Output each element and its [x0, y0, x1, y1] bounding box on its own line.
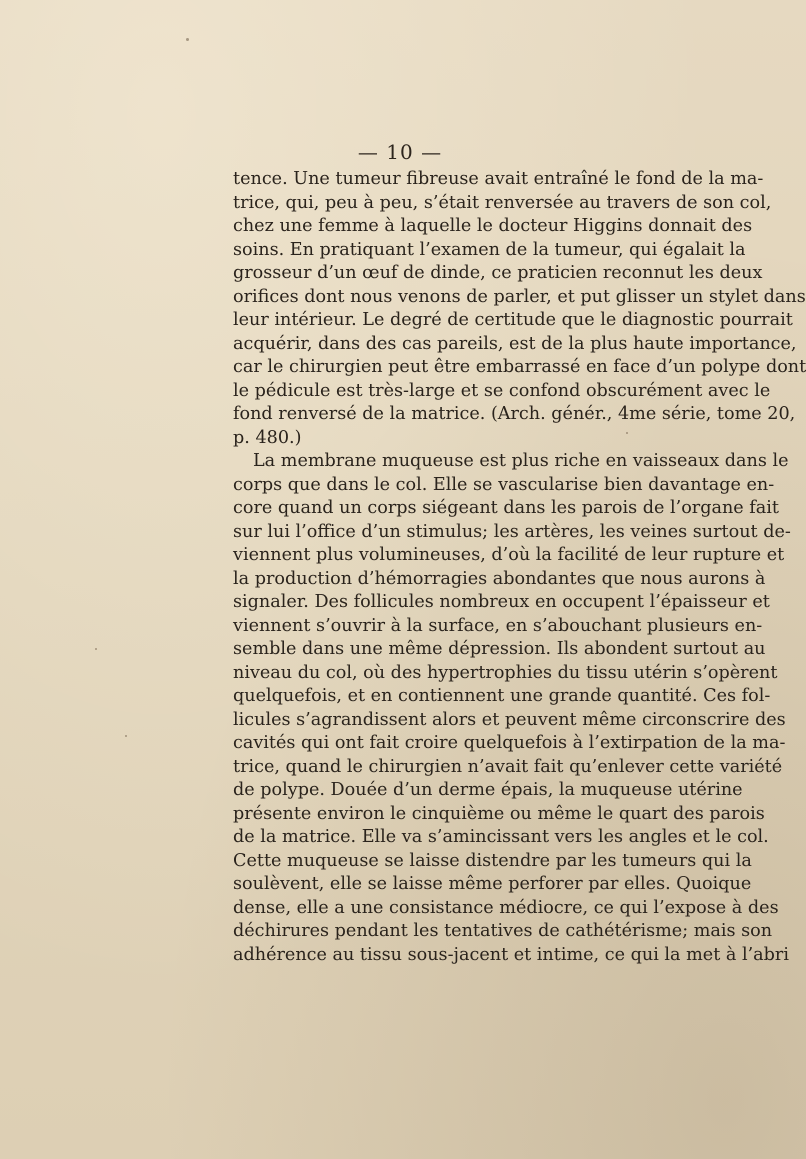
text-line: présente environ le cinquième ou même le quart des parois	[233, 803, 765, 824]
text-line: trice, qui, peu à peu, s’était renversée au travers de son col,	[233, 192, 772, 213]
text-line: p. 480.)	[233, 427, 302, 448]
text-line: adhérence au tissu sous-jacent et intime, ce qui la met à l’abri	[233, 944, 789, 965]
text-line: acquérir, dans des cas pareils, est de la plus haute importance,	[233, 333, 797, 354]
text-line: soulèvent, elle se laisse même perforer par elles. Quoique	[233, 874, 752, 894]
text-line: fond renversé de la matrice. (Arch. génér., 4me série, tome 20,	[233, 404, 796, 424]
text-line: La membrane muqueuse est plus riche en vaisseaux dans le	[253, 451, 789, 471]
paragraph-2	[233, 450, 791, 967]
paper-speck	[186, 38, 189, 41]
text-line: la production d’hémorragies abondantes que nous aurons à	[233, 568, 766, 589]
text-line: le pédicule est très-large et se confond obscurément avec le	[233, 380, 771, 401]
text-line: licules s’agrandissent alors et peuvent même circonscrire des	[233, 709, 786, 730]
paper-speck	[125, 735, 127, 737]
body-text	[233, 168, 806, 967]
text-line: leur intérieur. Le degré de certitude que le diagnostic pourrait	[233, 310, 793, 330]
text-line: tence. Une tumeur fibreuse avait entraîné le fond de la ma-	[233, 169, 764, 189]
text-line: dense, elle a une consistance médiocre, ce qui l’expose à des	[233, 897, 779, 918]
paper-speck	[95, 648, 97, 650]
text-line: cavités qui ont fait croire quelquefois à l’extirpation de la ma-	[233, 733, 786, 753]
text-line: semble dans une même dépression. Ils abondent surtout au	[233, 639, 766, 659]
text-line: sur lui l’office d’un stimulus; les artères, les veines surtout de-	[233, 521, 791, 542]
text-line: déchirures pendant les tentatives de cathétérisme; mais son	[233, 921, 773, 941]
text-line: Cette muqueuse se laisse distendre par les tumeurs qui la	[233, 850, 752, 871]
text-line: car le chirurgien peut être embarrassé en face d’un polype dont	[233, 357, 806, 377]
text-line: grosseur d’un œuf de dinde, ce praticien reconnut les deux	[233, 263, 763, 283]
text-line: soins. En pratiquant l’examen de la tumeur, qui égalait la	[233, 239, 746, 260]
page-number: — 10 —	[357, 140, 443, 164]
text-line: quelquefois, et en contiennent une grande quantité. Ces fol-	[233, 686, 771, 706]
text-line: signaler. Des follicules nombreux en occupent l’épaisseur et	[233, 592, 770, 612]
text-line: chez une femme à laquelle le docteur Higgins donnait des	[233, 216, 753, 236]
text-line: orifices dont nous venons de parler, et put glisser un stylet dans	[233, 286, 806, 307]
paragraph-1	[233, 168, 806, 450]
paper-speck	[626, 432, 628, 434]
text-line: de la matrice. Elle va s’amincissant vers les angles et le col.	[233, 827, 769, 847]
text-line: corps que dans le col. Elle se vascularise bien davantage en-	[233, 474, 775, 495]
text-line: viennent plus volumineuses, d’où la facilité de leur rupture et	[233, 545, 785, 565]
text-line: de polype. Douée d’un derme épais, la muqueuse utérine	[233, 780, 743, 800]
text-line: trice, quand le chirurgien n’avait fait qu’enlever cette variété	[233, 756, 783, 777]
text-line: viennent s’ouvrir à la surface, en s’abouchant plusieurs en-	[233, 615, 763, 636]
text-line: niveau du col, où des hypertrophies du tissu utérin s’opèrent	[233, 662, 778, 683]
text-line: core quand un corps siégeant dans les parois de l’organe fait	[233, 498, 779, 518]
